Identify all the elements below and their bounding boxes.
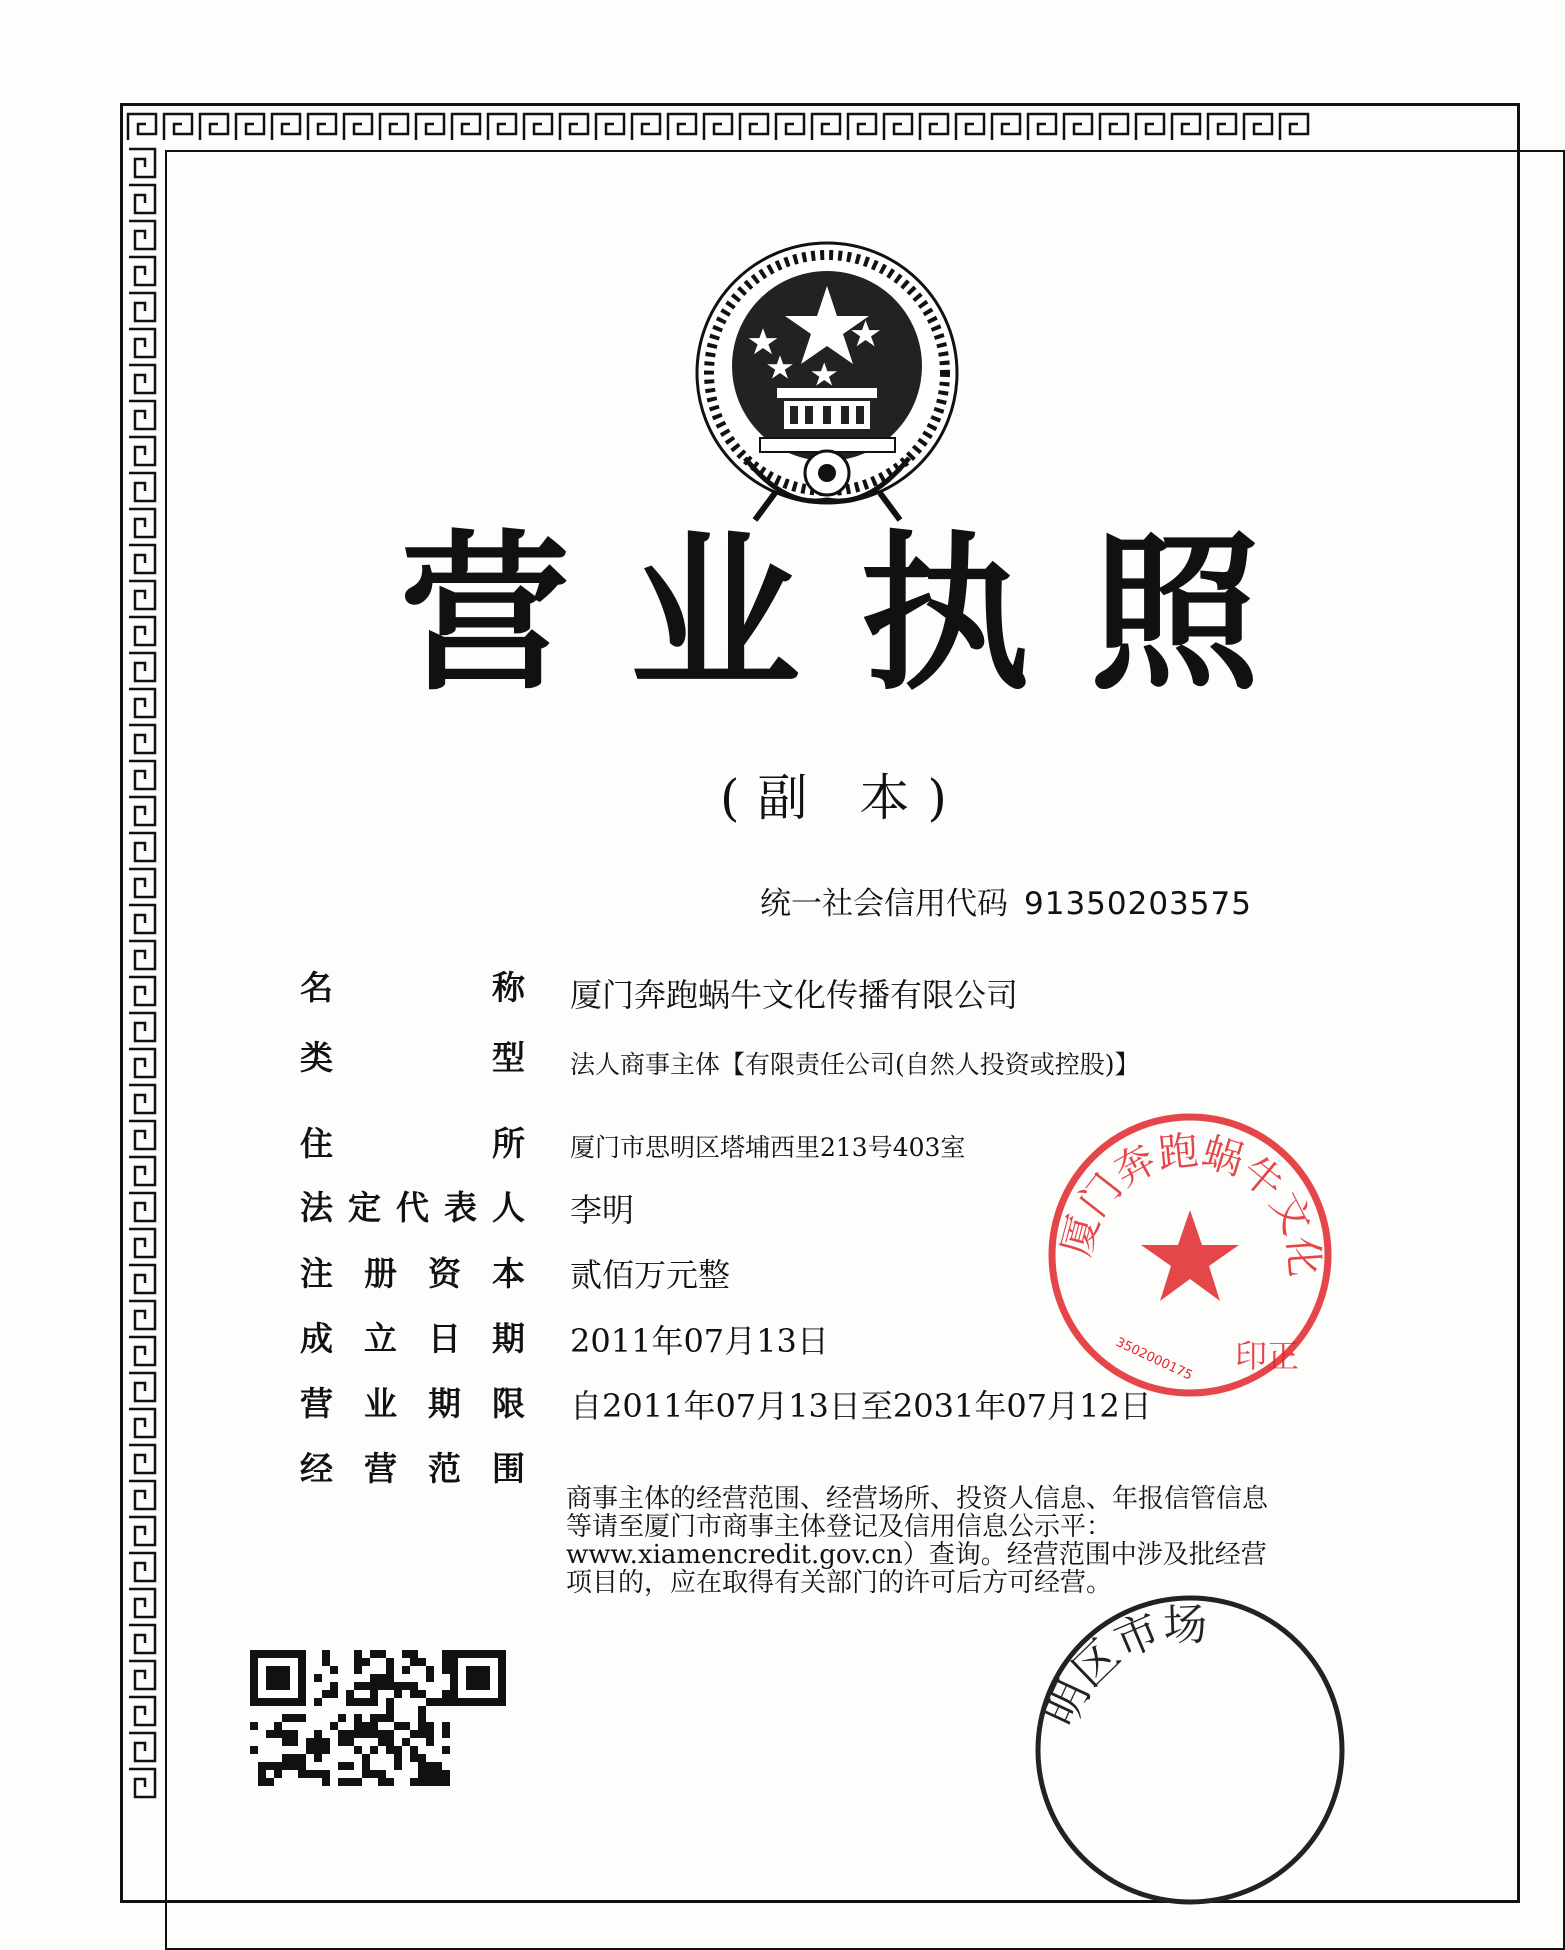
field-value-term: 自2011年07月13日至2031年07月12日 [570, 1387, 1152, 1425]
field-value-established: 2011年07月13日 [570, 1322, 829, 1360]
document-subtitle: (副 本) [720, 769, 965, 827]
meander-border-top [126, 110, 1286, 146]
field-label-scope: 经 营 范 围 [300, 1449, 525, 1488]
credit-code [760, 878, 1252, 923]
authority-seal-text: 明区市场 [1035, 1599, 1209, 1735]
company-seal-text: 厦门奔跑蜗牛文化 [1053, 1127, 1328, 1279]
field-value-address: 厦门市思明区塔埔西里213号403室 [570, 1133, 966, 1162]
credit-code-label: 统一社会信用代码 [760, 886, 1008, 922]
field-label-name: 名 称 [300, 968, 525, 1007]
meander-border-left [126, 110, 162, 1770]
company-seal-bottom-text: 印正 [1235, 1337, 1300, 1375]
company-seal [1040, 1105, 1340, 1405]
document-title: 营业执照 [400, 516, 1321, 714]
company-seal-number: 3502000175 [1113, 1335, 1195, 1384]
field-label-representative: 法 定 代 表 人 [300, 1188, 525, 1227]
field-label-term: 营 业 期 限 [300, 1384, 525, 1423]
qr-code-icon [250, 1650, 510, 1790]
field-value-capital: 贰佰万元整 [570, 1256, 731, 1294]
field-label-capital: 注 册 资 本 [300, 1254, 525, 1293]
field-value-scope: 商事主体的经营范围、经营场所、投资人信息、年报信管信息等请至厦门市商事主体登记及信用信息公示平：www.xiamencredit.gov.cn）查询。经营范围中涉及批经营项目的，应在取得有关部门的许可后方可经营。 [566, 1484, 1269, 1598]
field-label-address: 住 所 [300, 1124, 525, 1163]
field-label-established: 成 立 日 期 [300, 1319, 525, 1358]
field-label-type: 类 型 [300, 1038, 525, 1077]
credit-code-value: 91350203575 [1024, 886, 1252, 922]
national-emblem-icon [685, 238, 970, 523]
field-value-representative: 李明 [570, 1191, 635, 1229]
authority-seal [1030, 1590, 1350, 1910]
field-value-name: 厦门奔跑蜗牛文化传播有限公司 [570, 976, 1019, 1014]
field-value-type: 法人商事主体【有限责任公司(自然人投资或控股)】 [570, 1050, 1140, 1079]
